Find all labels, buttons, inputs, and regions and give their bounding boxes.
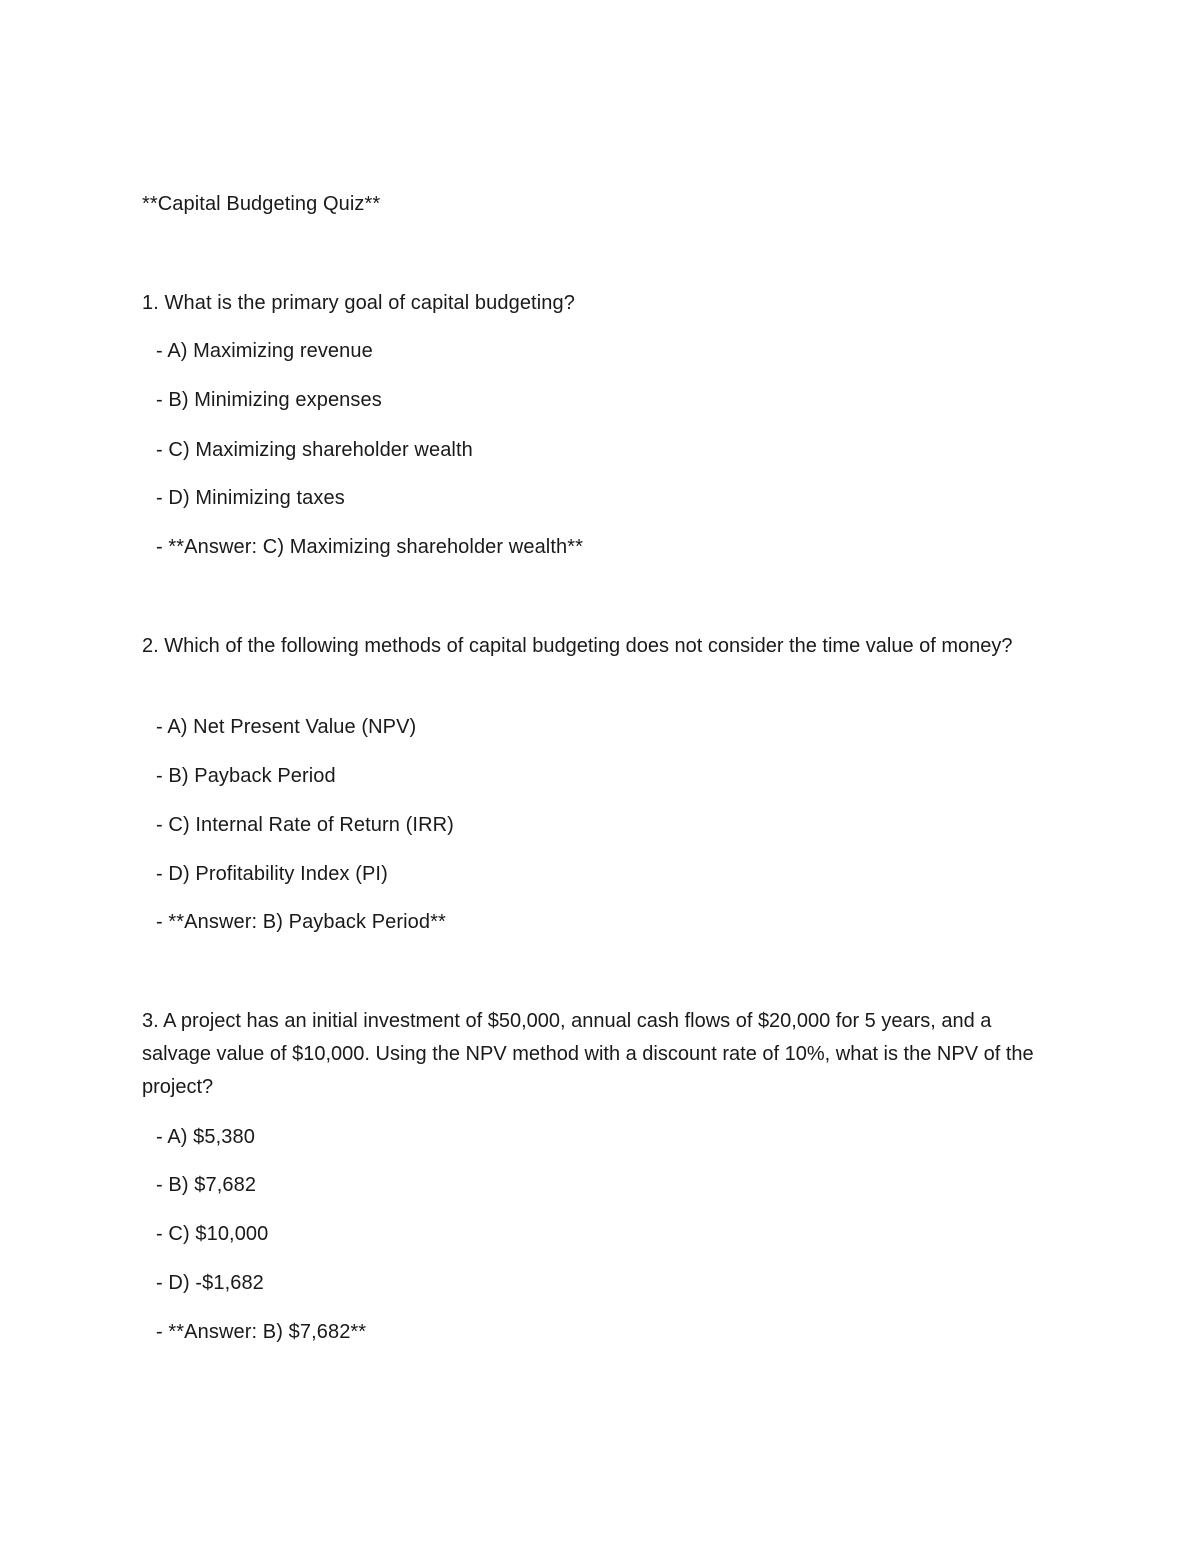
question-3-option-c: - C) $10,000 bbox=[156, 1223, 269, 1245]
question-2-option-b: - B) Payback Period bbox=[156, 765, 336, 787]
question-3-option-d: - D) -$1,682 bbox=[156, 1272, 264, 1294]
question-1-prompt: 1. What is the primary goal of capital budgeting? bbox=[142, 292, 575, 314]
quiz-title: **Capital Budgeting Quiz** bbox=[142, 193, 381, 215]
question-2-option-d: - D) Profitability Index (PI) bbox=[156, 863, 388, 885]
question-3-prompt: 3. A project has an initial investment of $50,000, annual cash flows of $20,000 for 5 years, and a salvage value of $10,000. Using the NPV method with a discount rate of 10%, what is the NPV of the project? bbox=[142, 1010, 1034, 1098]
question-2-option-a: - A) Net Present Value (NPV) bbox=[156, 716, 417, 738]
question-1-option-c: - C) Maximizing shareholder wealth bbox=[156, 439, 473, 461]
question-2-answer: - **Answer: B) Payback Period** bbox=[156, 911, 446, 933]
question-1-option-d: - D) Minimizing taxes bbox=[156, 487, 345, 509]
question-1-option-b: - B) Minimizing expenses bbox=[156, 389, 382, 411]
question-3-answer: - **Answer: B) $7,682** bbox=[156, 1321, 367, 1343]
question-3-option-a: - A) $5,380 bbox=[156, 1126, 255, 1148]
question-2-option-c: - C) Internal Rate of Return (IRR) bbox=[156, 814, 454, 836]
question-3-option-b: - B) $7,682 bbox=[156, 1174, 257, 1196]
question-1-option-a: - A) Maximizing revenue bbox=[156, 340, 373, 362]
question-2-prompt: 2. Which of the following methods of capital budgeting does not consider the time value of money? bbox=[142, 635, 1013, 657]
question-1-answer: - **Answer: C) Maximizing shareholder wealth** bbox=[156, 536, 583, 558]
